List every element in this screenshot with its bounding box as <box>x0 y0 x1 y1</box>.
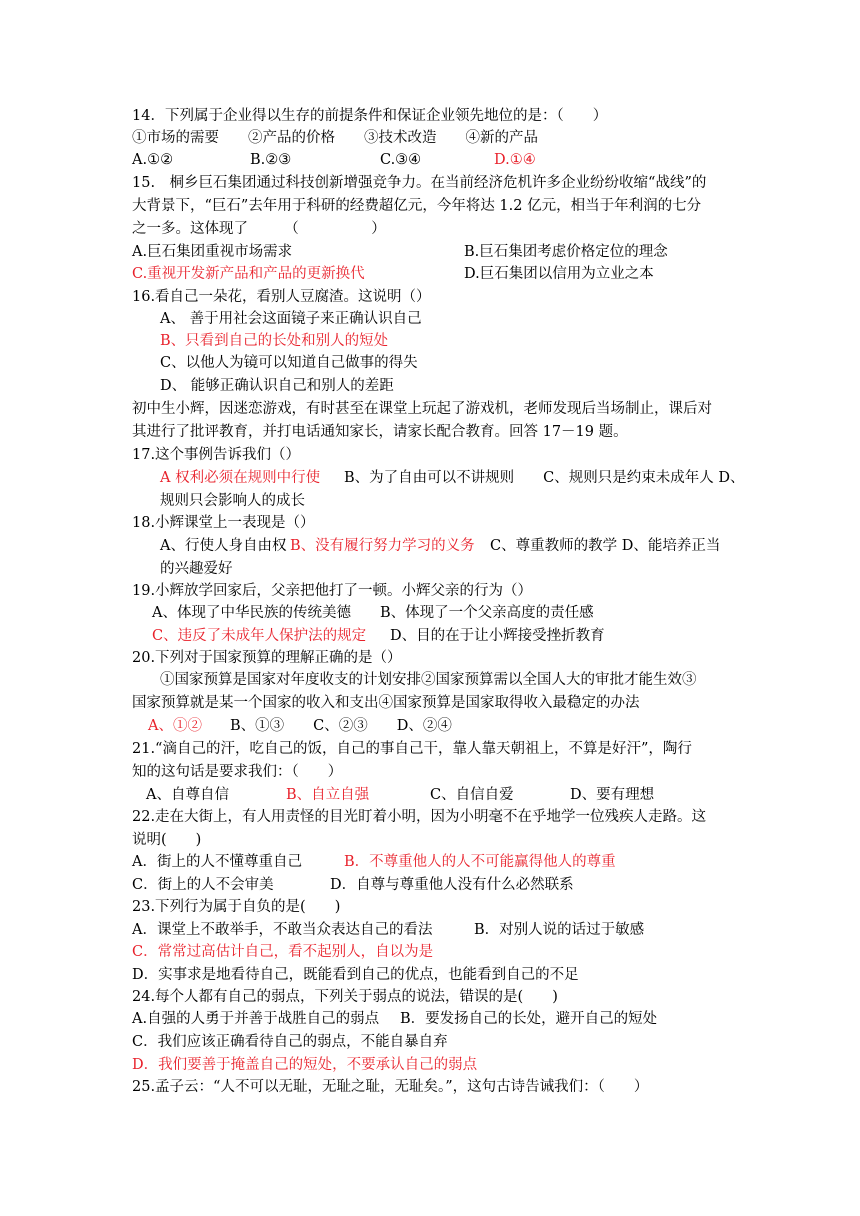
option-a: A．街上的人不懂尊重自己 <box>132 854 302 870</box>
option-b: B．对别人说的话过于敏感 <box>474 922 645 938</box>
option-c: C.③④ <box>380 152 422 168</box>
option-a-answer: A 权利必须在规则中行使 <box>160 470 321 486</box>
question-15-options-cd <box>132 263 832 285</box>
option-b-answer: B．不尊重他人的人不可能赢得他人的尊重 <box>344 854 616 870</box>
question-20-stem: 20.下列对于国家预算的理解正确的是（） <box>132 650 402 666</box>
question-15-options-ab <box>132 241 832 263</box>
question-20-line-2: 国家预算就是某一个国家的收入和支出④国家预算是国家取得收入最稳定的办法 <box>132 695 640 711</box>
option-c-answer: C、违反了未成年人保护法的规定 <box>152 628 367 644</box>
question-23-option-d: D．实事求是地看待自己，既能看到自己的优点，也能看到自己的不足 <box>132 967 579 983</box>
option-a: A.自强的人勇于并善于战胜自己的弱点 <box>132 1011 380 1027</box>
question-14-stem: 14．下列属于企业得以生存的前提条件和保证企业领先地位的是：（ ） <box>132 108 608 124</box>
option-b: B.②③ <box>250 152 292 168</box>
option-bcd: B、为了自由可以不讲规则 C、规则只是约束未成年人 D、 <box>344 470 745 486</box>
question-15-line-3: 之一多。这体现了 （ ） <box>132 221 386 237</box>
question-24-options-ab <box>132 1008 792 1030</box>
option-c: C、自信自爱 <box>430 787 514 803</box>
option-b: B.巨石集团考虑价格定位的理念 <box>464 244 668 260</box>
question-23-options-ab <box>132 919 792 941</box>
question-22-line-1: 22.走在大街上，有人用责怪的目光盯着小明，因为小明毫不在乎地学一位残疾人走路。这 <box>132 809 707 825</box>
question-23-stem: 23.下列行为属于自负的是( ) <box>132 899 341 915</box>
question-23-option-c-answer: C．常常过高估计自己，看不起别人，自以为是 <box>132 944 434 960</box>
question-18-options <box>160 535 820 557</box>
question-18-stem: 18.小辉课堂上一表现是（） <box>132 515 315 531</box>
scenario-line-1: 初中生小辉，因迷恋游戏，有时甚至在课堂上玩起了游戏机，老师发现后当场制止，课后对 <box>132 401 712 417</box>
option-bcd: B、①③ C、②③ D、②④ <box>230 718 452 734</box>
option-d: D、要有理想 <box>570 787 655 803</box>
option-a: A.①② <box>132 152 174 168</box>
question-21-options <box>146 784 786 806</box>
question-16-option-c: C、以他人为镜可以知道自己做事的得失 <box>160 355 418 371</box>
question-19-options-ab: A、体现了中华民族的传统美德 B、体现了一个父亲高度的责任感 <box>152 605 594 621</box>
question-14-items: ①市场的需要 ②产品的价格 ③技术改造 ④新的产品 <box>132 130 538 146</box>
question-16-option-a: A、 善于用社会这面镜子来正确认识自己 <box>160 311 422 327</box>
question-21-line-2: 知的这句话是要求我们：（ ） <box>132 764 343 780</box>
scenario-line-2: 其进行了批评教育，并打电话通知家长，请家长配合教育。回答 17－19 题。 <box>132 424 628 440</box>
option-d: D、目的在于让小辉接受挫折教育 <box>390 628 605 644</box>
option-c-answer: C.重视开发新产品和产品的更新换代 <box>132 266 365 282</box>
question-24-option-d-answer: D．我们要善于掩盖自己的短处，不要承认自己的弱点 <box>132 1057 478 1073</box>
question-16-option-d: D、 能够正确认识自己和别人的差距 <box>160 378 394 394</box>
option-d: D.巨石集团以信用为立业之本 <box>464 266 654 282</box>
question-22-line-2: 说明( ) <box>132 832 202 848</box>
question-24-option-c: C．我们应该正确看待自己的弱点，不能自暴自弃 <box>132 1034 448 1050</box>
option-c: C．街上的人不会审美 <box>132 877 274 893</box>
option-a-answer: A、①② <box>148 718 202 734</box>
question-22-options-ab <box>132 851 792 873</box>
question-18-continuation: 的兴趣爱好 <box>160 561 233 577</box>
option-a: A、自尊自信 <box>146 787 229 803</box>
question-15-line-2: 大背景下，“巨石”去年用于科研的经费超亿元，今年将达 1.2 亿元，相当于年利润的七分 <box>132 198 702 214</box>
option-a: A、行使人身自由权 <box>160 538 287 554</box>
option-b: B．要发扬自己的长处，避开自己的短处 <box>400 1011 658 1027</box>
question-25-stem: 25.孟子云：“人不可以无耻，无耻之耻，无耻矣。”，这句古诗告诫我们：（ ） <box>132 1079 649 1095</box>
option-d: D．自尊与尊重他人没有什么必然联系 <box>330 877 574 893</box>
option-b-answer: B、没有履行努力学习的义务 <box>290 538 475 554</box>
question-17-continuation: 规则只会影响人的成长 <box>160 493 305 509</box>
question-20-options <box>148 715 748 737</box>
question-19-options-cd <box>152 625 812 647</box>
question-17-options <box>160 467 820 489</box>
option-a: A.巨石集团重视市场需求 <box>132 244 293 260</box>
question-21-line-1: 21.“滴自己的汗，吃自己的饭，自己的事自己干，靠人靠天朝祖上，不算是好汗”，陶行 <box>132 741 692 757</box>
question-14-options <box>132 149 832 171</box>
option-d-answer: D.①④ <box>494 152 536 168</box>
question-15-line-1: 15. 桐乡巨石集团通过科技创新增强竞争力。在当前经济危机许多企业纷纷收缩“战线”的 <box>132 175 707 191</box>
question-16-option-b-answer: B、只看到自己的长处和别人的短处 <box>160 333 389 349</box>
option-a: A．课堂上不敢举手，不敢当众表达自己的看法 <box>132 922 433 938</box>
question-17-stem: 17.这个事例告诉我们（） <box>132 447 301 463</box>
question-24-stem: 24.每个人都有自己的弱点，下列关于弱点的说法，错误的是( ) <box>132 989 558 1005</box>
option-b-answer: B、自立自强 <box>286 787 370 803</box>
question-19-stem: 19.小辉放学回家后，父亲把他打了一顿。小辉父亲的行为（） <box>132 583 533 599</box>
question-16-stem: 16.看自己一朵花，看别人豆腐渣。这说明（） <box>132 289 431 305</box>
question-20-line-1: ①国家预算是国家对年度收支的计划安排②国家预算需以全国人大的审批才能生效③ <box>160 672 697 688</box>
question-22-options-cd <box>132 874 792 896</box>
option-cd: C、尊重教师的教学 D、能培养正当 <box>490 538 721 554</box>
